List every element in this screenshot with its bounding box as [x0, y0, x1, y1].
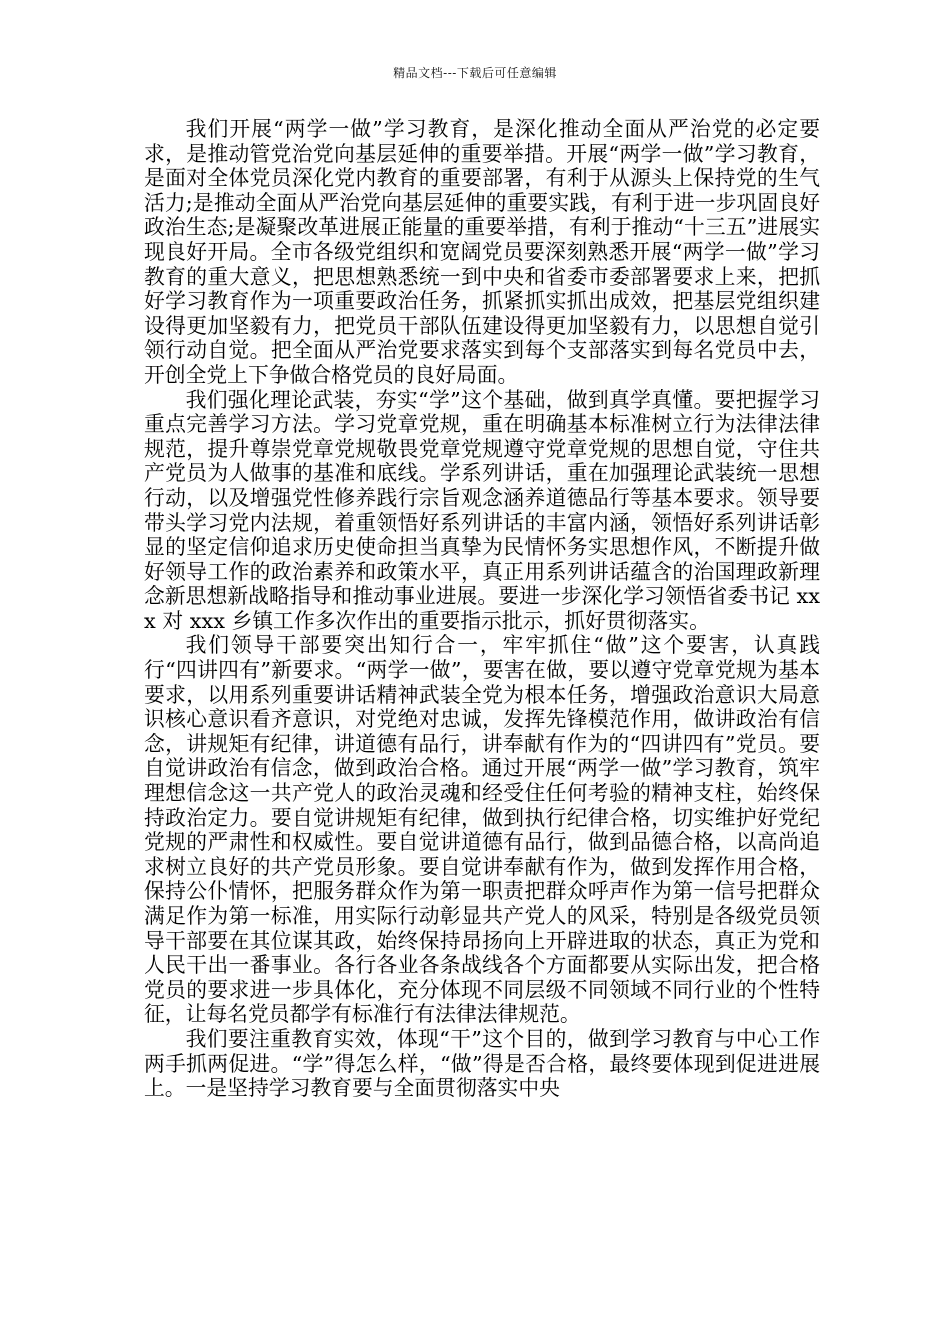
paragraph-1: 我们开展“两学一做”学习教育，是深化推动全面从严治党的必定要求，是推动管党治党向基层延伸的重要举措。开展“两学一做”学习教育，是面对全体党员深化党内教育的重要部署，有利于从源头上保持党的生气活力;是推动全面从严治党向基层延伸的重要实践，有利于进一步巩固良好政治生态;是凝聚改革进展正能量的重要举措，有利于推动“十三五”进展实现良好开局。全市各级党组织和宽阔党员要深刻熟悉开展“两学一做”学习教育的重大意义，把思想熟悉统一到中央和省委市委部署要求上来，把抓好学习教育作为一项重要政治任务，抓紧抓实抓出成效，把基层党组织建设得更加坚毅有力，把党员干部队伍建设得更加坚毅有力，以思想自觉引领行动自觉。把全面从严治党要求落实到每个支部落实到每名党员中去，开创全党上下争做合格党员的良好局面。 — [144, 117, 820, 387]
paragraph-3: 我们领导干部要突出知行合一，牢牢抓住“做”这个要害，认真践行“四讲四有”新要求。“两学一做”，要害在做，要以遵守党章党规为基本要求，以用系列重要讲话精神武装全党为根本任务，增强政治意识大局意识核心意识看齐意识，对党绝对忠诚，发挥先锋模范作用，做讲政治有信念，讲规矩有纪律，讲道德有品行，讲奉献有作为的“四讲四有”党员。要自觉讲政治有信念，做到政治合格。通过开展“两学一做”学习教育，筑牢理想信念这一共产党人的政治灵魂和经受住任何考验的精神支柱，始终保持政治定力。要自觉讲规矩有纪律，做到执行纪律合格，切实维护好党纪党规的严肃性和权威性。要自觉讲道德有品行，做到品德合格，以高尚追求树立良好的共产党员形象。要自觉讲奉献有作为，做到发挥作用合格，保持公仆情怀，把服务群众作为第一职责把群众呼声作为第一信号把群众满足作为第一标准，用实际行动彰显共产党人的风采，特别是各级党员领导干部要在其位谋其政，始终保持昂扬向上开辟进取的状态，真正为党和人民干出一番事业。各行各业各条战线各个方面都要从实际出发，把合格党员的要求进一步具体化，充分体现不同层级不同领域不同行业的个性特征，让每名党员都学有标准行有法律法律规范。 — [144, 633, 820, 1027]
paragraph-4: 我们要注重教育实效，体现“干”这个目的，做到学习教育与中心工作两手抓两促进。“学”得怎么样，“做”得是否合格，最终要体现到促进进展上。一是坚持学习教育要与全面贯彻落实中央 — [144, 1026, 820, 1101]
paragraph-2: 我们强化理论武装，夯实“学”这个基础，做到真学真懂。要把握学习重点完善学习方法。学习党章党规，重在明确基本标准树立行为法律法律规范，提升尊崇党章党规敬畏党章党规遵守党章党规的思想自觉，守住共产党员为人做事的基准和底线。学系列讲话，重在加强理论武装统一思想行动，以及增强党性修养践行宗旨观念涵养道德品行等基本要求。领导要带头学习党内法规，着重领悟好系列讲话的丰富内涵，领悟好系列讲话彰显的坚定信仰追求历史使命担当真挚为民情怀务实思想作风，不断提升做好领导工作的政治素养和政策水平，真正用系列讲话蕴含的治国理政新理念新思想新战略指导和推动事业进展。要进一步深化学习领悟省委书记 xxx 对 xxx 乡镇工作多次作出的重要指示批示，抓好贯彻落实。 — [144, 387, 820, 633]
page-header: 精品文档---下载后可任意编辑 — [393, 66, 557, 80]
document-body — [144, 117, 820, 1101]
